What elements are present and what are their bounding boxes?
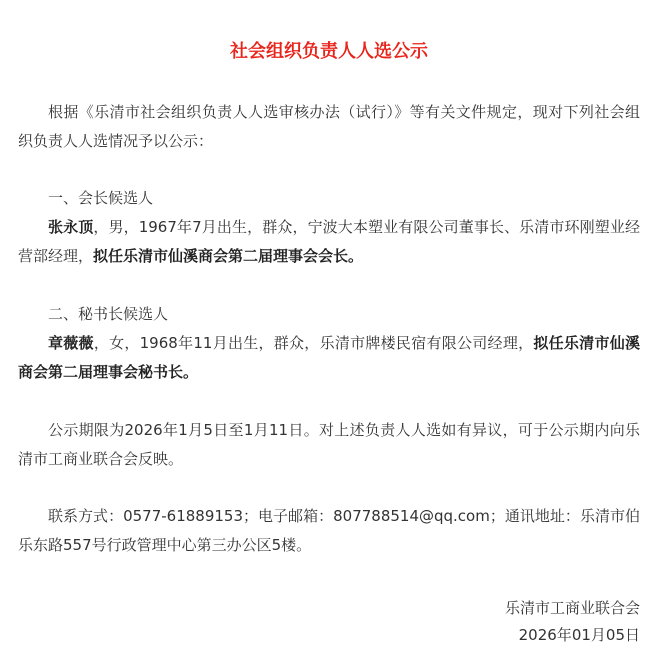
signature-organization: 乐清市工商业联合会 (504, 599, 640, 617)
notice-title: 社会组织负责人人选公示 (230, 41, 428, 62)
candidate-president-paragraph (18, 213, 640, 271)
candidate-secretary-details: ，女，1968年11月出生，群众，乐清市牌楼民宿有限公司经理， (93, 334, 534, 352)
signature-date: 2026年01月05日 (518, 626, 640, 644)
section-heading-secretary-general: 二、秘书长候选人 (48, 305, 169, 323)
candidate-president-role: 拟任乐清市仙溪商会第二届理事会会长。 (93, 247, 364, 265)
candidate-secretary-role: 拟任乐清市仙溪商会第二届理事会秘书长。 (18, 334, 640, 381)
candidate-secretary-paragraph (18, 329, 640, 387)
candidate-secretary-name: 章薇薇 (48, 334, 94, 352)
contact-paragraph: 联系方式：0577-61889153；电子邮箱：807788514@qq.com；通讯地址：乐清市伯乐东路557号行政管理中心第三办公区5楼。 (18, 507, 640, 554)
section-heading-president: 一、会长候选人 (48, 189, 154, 207)
candidate-president-details: ，男，1967年7月出生，群众，宁波大本塑业有限公司董事长、乐清市环刚塑业经营部经理， (18, 218, 640, 265)
candidate-president-name: 张永顶 (48, 218, 94, 236)
notice-period-paragraph: 公示期限为2026年1月5日至1月11日。对上述负责人人选如有异议，可于公示期内向乐清市工商业联合会反映。 (18, 421, 640, 468)
intro-paragraph: 根据《乐清市社会组织负责人人选审核办法（试行）》等有关文件规定，现对下列社会组织负责人人选情况予以公示： (18, 103, 640, 150)
